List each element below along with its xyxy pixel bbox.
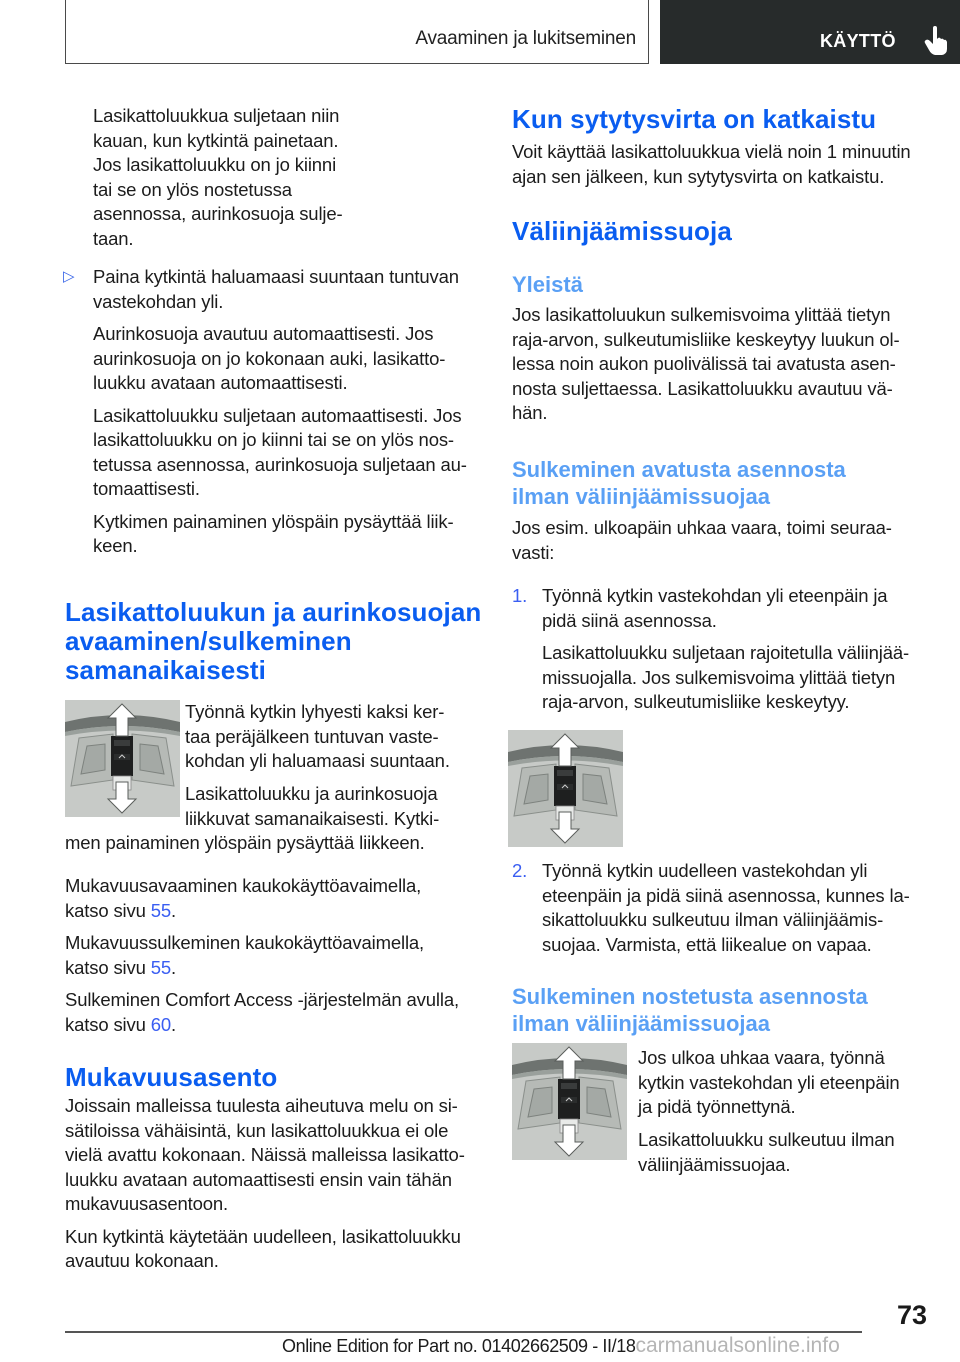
roof-switch-figure (65, 700, 180, 817)
header-section-box (65, 0, 649, 64)
heading-comfort: Mukavuusasento (65, 1062, 278, 1092)
intro-paragraph: Lasikattoluukkua suljetaan niin kauan, kun kytkintä painetaan. Jos lasikattoluukku on jo kiinni tai se on ylös nostetussa asennossa, aurinkosuoja sulje- taan. (93, 105, 343, 249)
page-link-60[interactable]: 60 (150, 1013, 172, 1035)
bullet-paragraph: Kytkimen painaminen ylöspäin pysäyttää liik- keen. (93, 510, 454, 556)
comfort-para1: Joissain malleissa tuulesta aiheutuva melu on si- sätiloissa vähäisintä, kun lasikattoluukkua ei ole vielä avattu kokonaan. Näissä malleissa lasikatto- luukku avataan automaattisesti ensin vain tähän mukavuusasentoon. (65, 1095, 465, 1214)
reference-item: Mukavuusavaaminen kaukokäyttöavaimella, katso sivu 55. (65, 875, 422, 921)
step-note: Lasikattoluukku suljetaan rajoitetulla väliinjää- missuojalla. Jos sulkemisvoima ylittää tietyn raja-arvon, sulkeutumisliike keskeytyy. (542, 642, 909, 712)
roof-switch-illustration (512, 1043, 627, 1160)
step-number: 2. (512, 860, 528, 881)
step-number: 1. (512, 585, 528, 606)
section-close-open (512, 456, 942, 565)
references (65, 874, 495, 1037)
page-link-55[interactable]: 55 (150, 956, 172, 978)
section-general (512, 271, 942, 426)
close-raised-para1: Jos ulkoa uhkaa vaara, työnnä kytkin vastekohdan yli eteenpäin ja pidä työnnettynä. (638, 1047, 900, 1117)
simultaneous-para2-wrap: men painaminen ylöspäin pysäyttää liikkeen. (65, 832, 425, 853)
footer-edition: Online Edition for Part no. 01402662509 - II/18carmanualsonline.info (282, 1334, 840, 1357)
page-number: 73 (896, 1300, 927, 1330)
simultaneous-para1: Työnnä kytkin lyhyesti kaksi ker- taa peräjälkeen tuntuvan vaste- kohdan yli haluamaasi suuntaan. (185, 701, 450, 771)
heading-close-raised: Sulkeminen nostetusta asennosta ilman väliinjäämissuojaa (512, 984, 868, 1036)
pointing-hand-icon (924, 26, 948, 56)
header-chapter-tab (660, 0, 960, 64)
page-link-55[interactable]: 55 (150, 899, 172, 921)
bullet-paragraph: Aurinkosuoja avautuu automaattisesti. Jos aurinkosuoja on jo kokonaan auki, lasikatto- luukku avataan automaattisesti. (93, 323, 446, 393)
chapter-label: KÄYTTÖ (820, 31, 896, 51)
bullet-paragraph: Lasikattoluukku suljetaan automaattisesti. Jos lasikattoluukku on jo kiinni tai se on ylös nos- tetussa asennossa, aurinkosuoja suljetaan au- tomaattisesti. (93, 404, 467, 499)
bullet-item: ▷ Paina kytkintä haluamaasi suuntaan tuntuvan vastekohdan yli. (63, 266, 459, 312)
reference-item: Sulkeminen Comfort Access -järjestelmän avulla, katso sivu 60. (65, 989, 459, 1035)
heading-ignition: Kun sytytysvirta on katkaistu (512, 104, 877, 134)
section-comfort (65, 1063, 495, 1274)
roof-switch-figure (512, 1043, 627, 1160)
footer-divider (65, 1331, 862, 1333)
simultaneous-para2: Lasikattoluukku ja aurinkosuoja liikkuvat samanaikaisesti. Kytki- (185, 783, 440, 829)
roof-switch-figure (508, 730, 623, 847)
step-2 (512, 859, 942, 957)
roof-switch-illustration (508, 730, 623, 847)
watermark: carmanualsonline.info (635, 1334, 840, 1357)
step-1 (512, 584, 942, 715)
heading-close-open: Sulkeminen avatusta asennosta ilman väliinjäämissuojaa (512, 457, 846, 509)
general-para: Jos lasikattoluukun sulkemisvoima ylittää tietyn raja-arvon, sulkeutumisliike keskeytyy luukun ol- lessa noin aukon puolivälissä tai avatusta asen- nosta suljettaessa. Lasikattoluukku avautuu vä- hän. (512, 304, 900, 423)
heading-general: Yleistä (512, 272, 583, 297)
close-open-intro: Jos esim. ulkoapäin uhkaa vaara, toimi seuraa- vasti: (512, 517, 892, 563)
heading-simultaneous: Lasikattoluukun ja aurinkosuojan avaaminen/sulkeminen samanaikaisesti (65, 597, 482, 685)
roof-switch-illustration (65, 700, 180, 817)
comfort-para2: Kun kytkintä käytetään uudelleen, lasikattoluukku avautuu kokonaan. (65, 1225, 461, 1271)
heading-pinch-protection: Väliinjäämissuoja (512, 216, 732, 246)
left-column (93, 104, 493, 251)
triangle-bullet-icon: ▷ (63, 268, 75, 285)
ignition-para: Voit käyttää lasikattoluukkua vielä noin 1 minuutin ajan sen jälkeen, kun sytytysvirta on katkaistu. (512, 141, 911, 187)
step-item: 1. Työnnä kytkin vastekohdan yli eteenpäin ja pidä siinä asennossa. (512, 585, 888, 631)
close-raised-para2: Lasikattoluukku sulkeutuu ilman väliinjäämissuojaa. (638, 1129, 895, 1175)
step-item: 2. Työnnä kytkin uudelleen vastekohdan yli eteenpäin ja pidä siinä asennossa, kunnes la- sikattoluukku sulkeutuu ilman väliinjäämis- suojaa. Varmista, että liikealue on vapaa. (512, 860, 910, 955)
section-ignition (512, 105, 942, 189)
section-title: Avaaminen ja lukitseminen (415, 28, 636, 49)
reference-item: Mukavuussulkeminen kaukokäyttöavaimella, katso sivu 55. (65, 932, 425, 978)
bullet-block (63, 265, 488, 559)
